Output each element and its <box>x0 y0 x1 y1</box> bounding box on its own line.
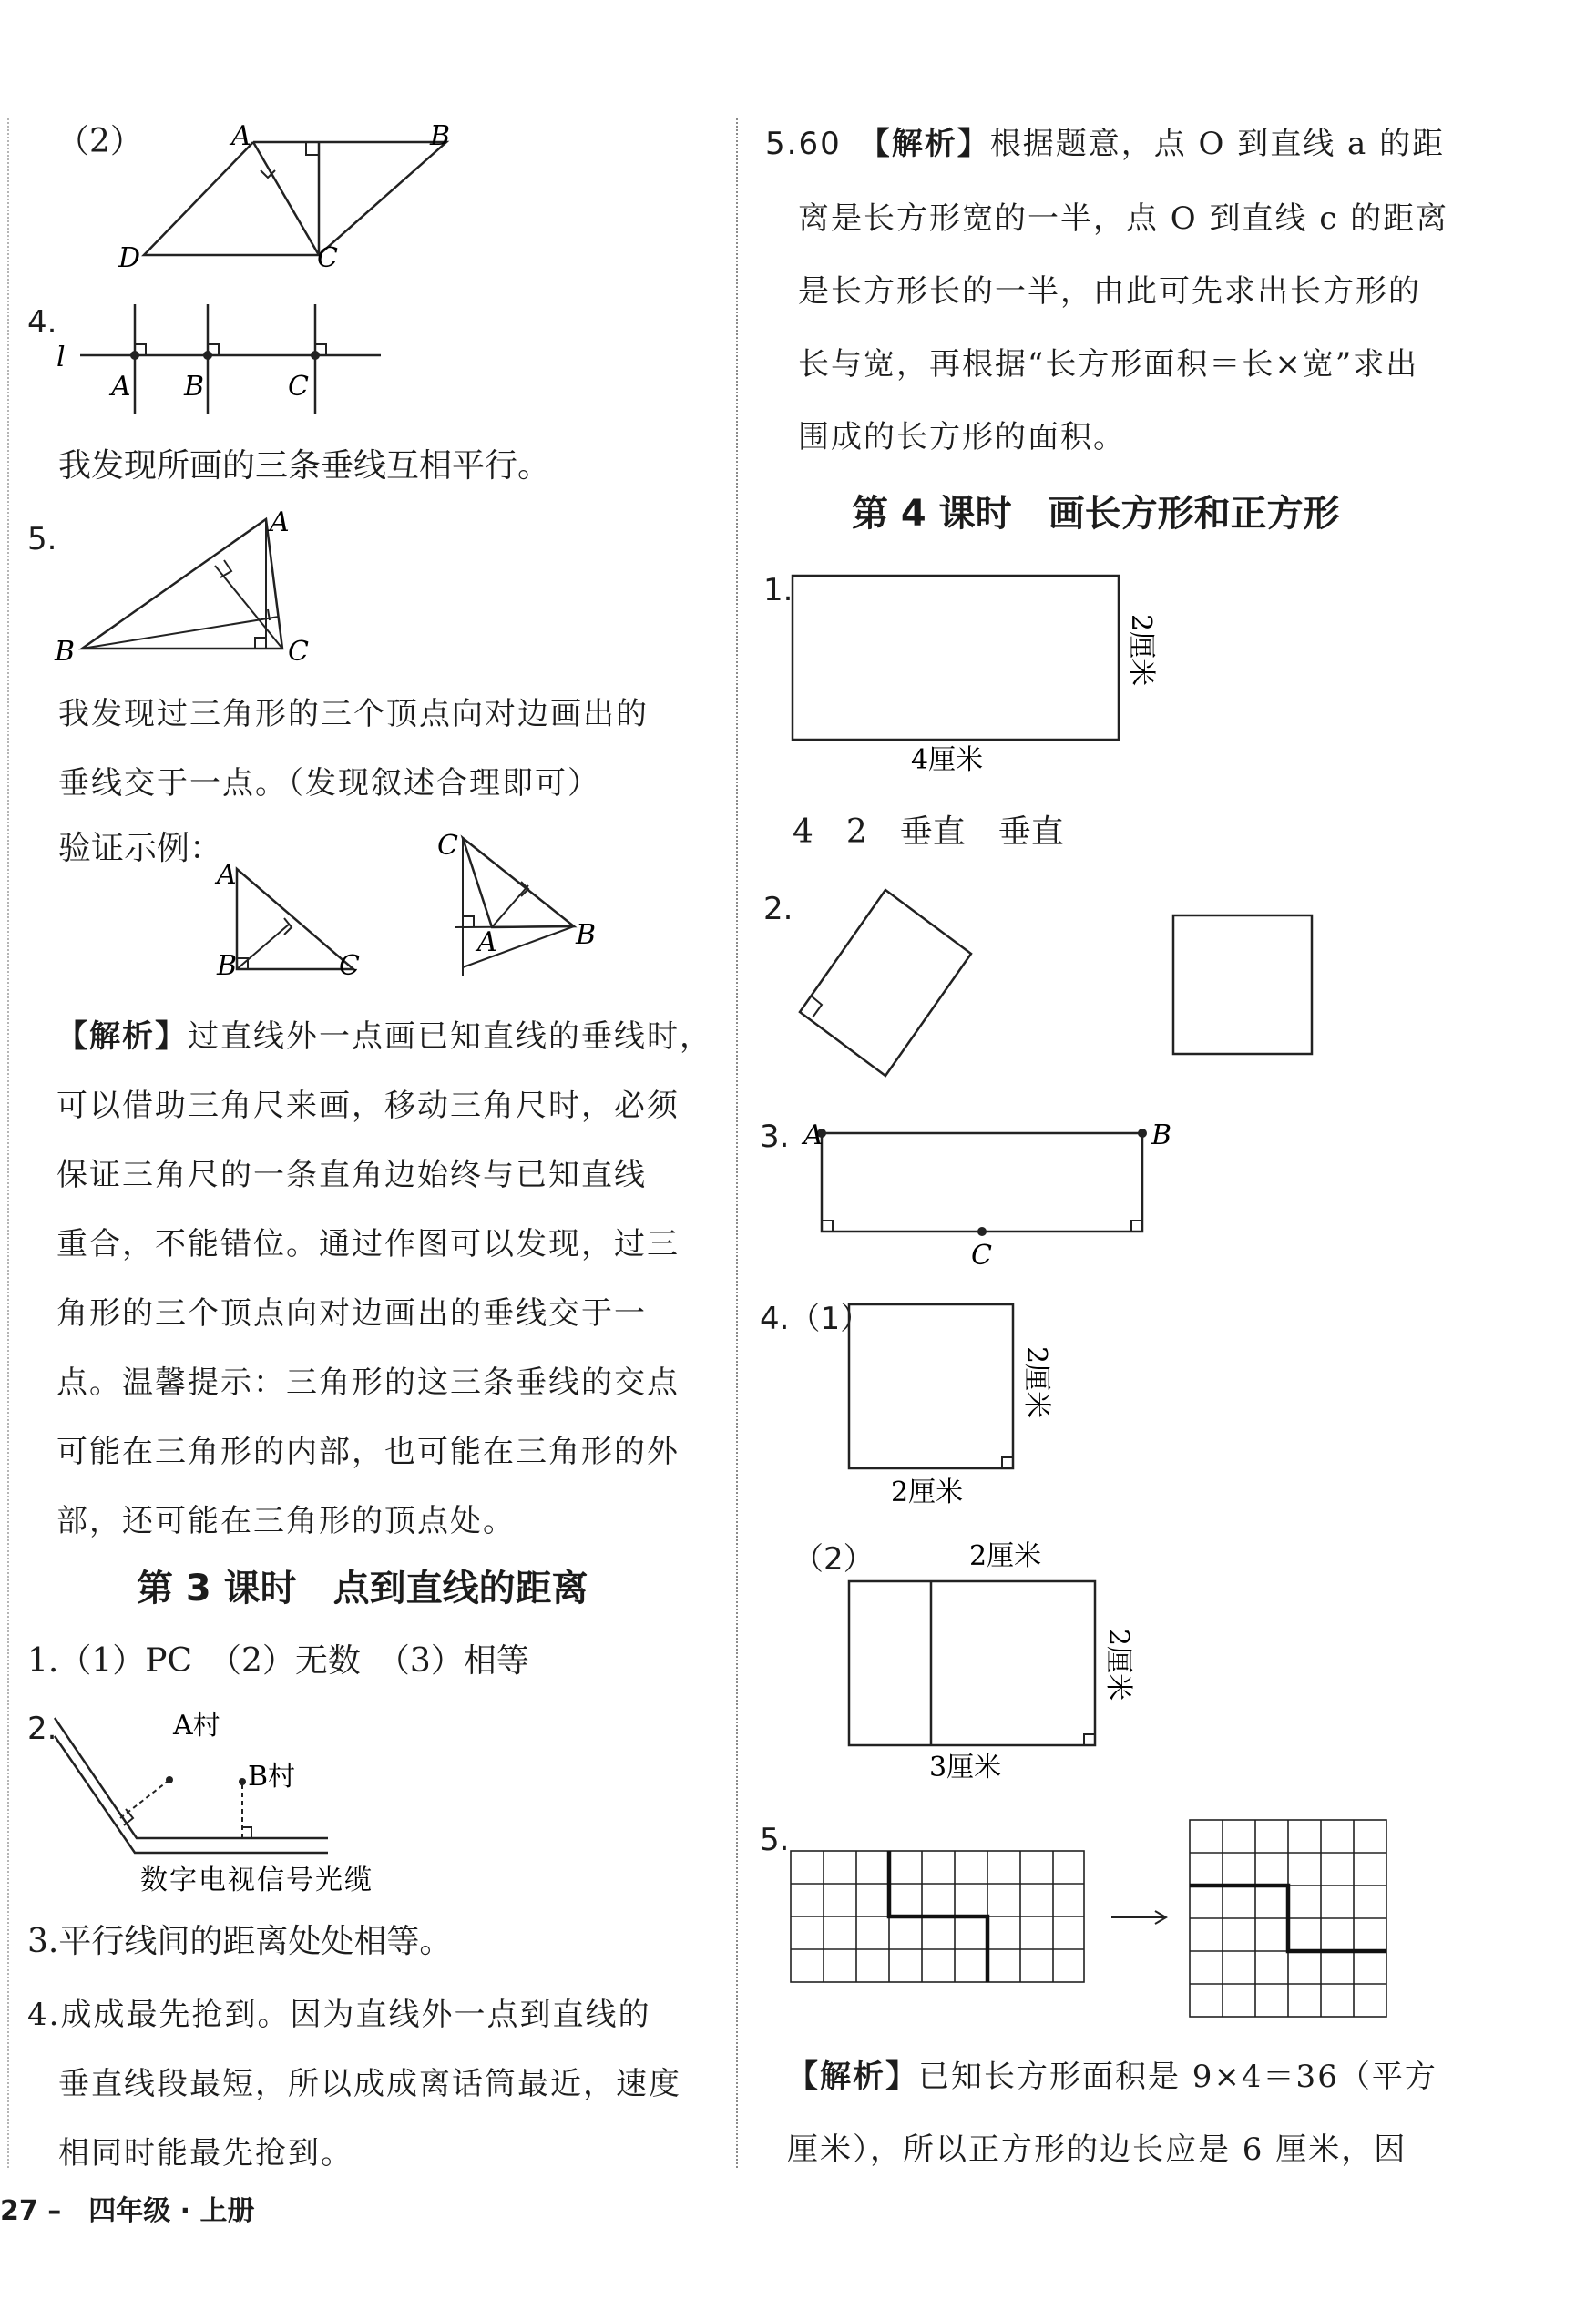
right-item5-line-5: 围成的长方形的面积。 <box>798 419 1126 455</box>
q1-width-label: 4厘米 <box>911 744 984 776</box>
parallelogram-figure <box>118 120 465 278</box>
q1-rectangle-figure <box>791 574 1157 783</box>
analysis-line-7: 可能在三角形的内部，也可能在三角形的外 <box>56 1434 680 1470</box>
analysis-line-1 <box>56 1002 712 1071</box>
right-item5-line-1 <box>765 109 1445 179</box>
l3-item4 <box>27 1980 681 2188</box>
fig-parallelogram-A: A <box>231 120 251 152</box>
fig-parallelogram-C: C <box>317 242 338 274</box>
l3-item4-line-3: 相同时能最先抢到。 <box>58 2135 353 2172</box>
analysis-block <box>56 1002 712 1556</box>
fig-verify1-B: B <box>217 950 238 982</box>
q2-square <box>1171 914 1317 1059</box>
right-item5-line-3: 是长方形长的一半，由此可先求出长方形的 <box>798 273 1421 310</box>
analysis-line-6: 点。温馨提示：三角形的这三条垂线的交点 <box>56 1364 680 1401</box>
fig-perp-A: A <box>111 371 131 403</box>
fig-verify2-B: B <box>576 919 597 951</box>
q4b-bottom-label: 3厘米 <box>929 1752 1002 1783</box>
q4-number: 4.（1） <box>760 1301 872 1337</box>
perpendicular-lines-figure <box>53 301 390 419</box>
analysis-line-5: 角形的三个顶点向对边画出的垂线交于一 <box>56 1295 647 1332</box>
l3-item2-number: 2. <box>27 1711 57 1747</box>
fig-parallelogram-D: D <box>118 242 141 274</box>
q5-number: 5. <box>760 1822 790 1858</box>
q4a-height-label: 2厘米 <box>1020 1346 1052 1419</box>
q4b-side-label: 2厘米 <box>1102 1629 1134 1702</box>
q4a-square-figure <box>847 1303 1084 1521</box>
fig-verify1-C: C <box>339 950 360 982</box>
verify-example-1 <box>210 859 373 982</box>
fig-triangle-C: C <box>288 636 309 668</box>
q5-arrow-icon <box>1110 1904 1173 1931</box>
right-item5-line-2: 离是长方形宽的一半，点 O 到直线 c 的距离 <box>798 200 1449 237</box>
q4b-rectangle-figure <box>847 1538 1157 1793</box>
fig-parallelogram-B: B <box>430 120 451 152</box>
fig-perp-l: l <box>56 342 66 373</box>
right-item5-tag: 【解析】 <box>874 126 990 162</box>
fig-triangle-A: A <box>270 506 290 538</box>
item5-explanation-2 <box>58 749 600 818</box>
lesson4-title: 第 4 课时 画长方形和正方形 <box>852 493 1340 535</box>
q3-rectangle-figure <box>787 1113 1172 1272</box>
fig-triangle-B: B <box>55 636 76 668</box>
fig-verify1-A: A <box>217 859 237 891</box>
triangle-altitudes-figure <box>55 506 328 669</box>
item4-text: 我发现所画的三条垂线互相平行。 <box>58 447 551 485</box>
analysis-line-8: 部，还可能在三角形的顶点处。 <box>56 1503 516 1539</box>
item4-number: 4. <box>27 304 57 341</box>
fig-verify2-C: C <box>437 830 458 862</box>
q5-analysis-line-2: 厘米），所以正方形的边长应是 6 厘米，因 <box>787 2131 1407 2168</box>
right-item5-number: 5.60 <box>765 126 842 162</box>
q1-answer: 4 2 垂直 垂直 <box>793 813 1064 851</box>
right-item5-line-1-text: 根据题意，点 O 到直线 a 的距 <box>989 126 1446 162</box>
q4b-top-label: 2厘米 <box>969 1540 1042 1572</box>
l3-item1: 1.（1）PC （2）无数 （3）相等 <box>27 1642 529 1680</box>
q3-number: 3. <box>760 1119 790 1155</box>
q4a-width-label: 2厘米 <box>891 1477 964 1508</box>
l3-item4-line-2: 垂直线段最短，所以成成离话筒最近，速度 <box>58 2066 681 2102</box>
q3-label-B: B <box>1151 1119 1172 1151</box>
page-footer: 27 – 四年级 · 上册 <box>0 2195 255 2227</box>
fig-village-a: A村 <box>173 1710 220 1742</box>
item5-line-2: 垂线交于一点。（发现叙述合理即可） <box>58 765 600 802</box>
verify-example-2 <box>437 831 601 986</box>
q2-number: 2. <box>763 891 793 927</box>
item2-label: （2） <box>56 123 143 160</box>
fig-cable-label: 数字电视信号光缆 <box>140 1865 373 1896</box>
analysis-tag: 【解析】 <box>56 1018 188 1055</box>
analysis-line-3: 保证三角尺的一条直角边始终与已知直线 <box>56 1157 647 1193</box>
right-item5-line-4: 长与宽，再根据“长方形面积＝长×宽”求出 <box>798 346 1419 383</box>
fig-village-b: B村 <box>248 1761 296 1793</box>
q5-grid-right <box>1188 1818 1394 2024</box>
q5-tag: 【解析】 <box>787 2059 918 2095</box>
l3-item3: 3.平行线间的距离处处相等。 <box>27 1923 453 1960</box>
right-item5-block <box>765 109 1445 179</box>
right-item5-continued <box>798 182 1448 474</box>
q1-height-label: 2厘米 <box>1125 614 1157 687</box>
analysis-line-1-text: 过直线外一点画已知直线的垂线时， <box>188 1018 712 1055</box>
fig-perp-B: B <box>184 371 205 403</box>
q5-analysis-line-1-text: 已知长方形面积是 9×4＝36（平方 <box>918 2059 1437 2095</box>
q5-analysis <box>787 2040 1437 2186</box>
analysis-line-2: 可以借助三角尺来画，移动三角尺时，必须 <box>56 1088 680 1124</box>
l3-item4-line-1: 4.成成最先抢到。因为直线外一点到直线的 <box>27 1997 651 2033</box>
q2-tilted-rectangle <box>793 888 993 1088</box>
column-divider <box>736 118 738 2168</box>
analysis-line-4: 重合，不能错位。通过作图可以发现，过三 <box>56 1226 680 1262</box>
item5-line-1: 我发现过三角形的三个顶点向对边画出的 <box>58 696 649 732</box>
item5-explanation <box>58 680 649 749</box>
q1-number: 1. <box>763 572 793 608</box>
q3-label-C: C <box>971 1240 992 1272</box>
q5-analysis-line-1 <box>787 2040 1437 2113</box>
q5-grid-left <box>789 1849 1090 1986</box>
item5-number: 5. <box>27 521 57 557</box>
left-margin-rule <box>7 118 9 2168</box>
village-cable-figure <box>55 1702 419 1902</box>
fig-perp-C: C <box>288 371 309 403</box>
lesson3-title: 第 3 课时 点到直线的距离 <box>137 1568 588 1610</box>
q3-label-A: A <box>803 1119 824 1151</box>
fig-verify2-A: A <box>477 926 497 958</box>
verify-label: 验证示例： <box>58 830 223 867</box>
q4b-label: （2） <box>793 1541 875 1578</box>
